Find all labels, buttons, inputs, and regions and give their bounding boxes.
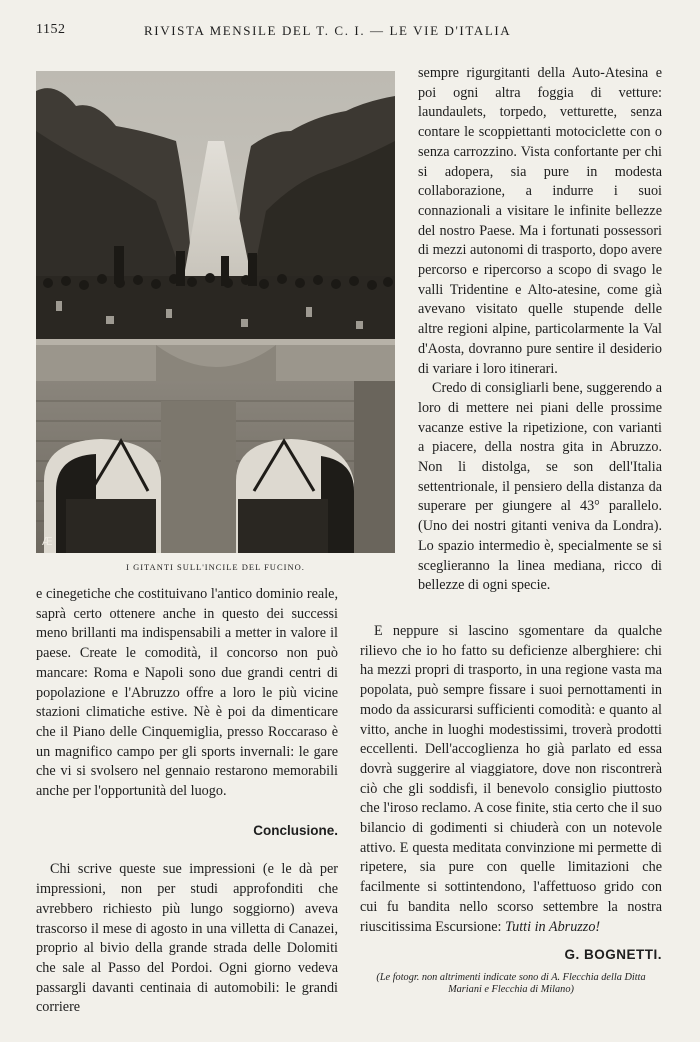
right-column-top	[418, 64, 662, 596]
paragraph: Credo di consigliarli bene, suggerendo a loro di mettere nei piani delle prossime vacanze estive la ripetizione, con varianti a piacere, della nostra gita in Abruzzo. Non li distolga, se son dell'Italia settentrionale, il pensiero della distanza da superare per giungere al 43° parallelo. (Uno dei nostri gitanti veniva da Londra). Lo spazio intermedio è, specialmente se si sceglieranno la linea mediana, ricco di bellezze di ogni specie.	[418, 380, 662, 594]
author-signature: G. BOGNETTI.	[564, 947, 662, 963]
left-column-bottom	[36, 585, 338, 1018]
closing-exclamation: Tutti in Abruzzo!	[505, 918, 601, 935]
section-heading: Conclusione.	[253, 822, 338, 838]
paragraph: e cinegetiche che costituivano l'antico dominio reale, saprà certo ottenere anche in questo dei successi meno brillanti ma indispensabili a metter in valore il paese. Create le comodità, il concorso non può mancare: Roma e Napoli sono due grandi centri di popolazione e l'Abruzzo offre a loro le più vicine stazioni climatiche estive. Nè è poi da dimenticare che il Piano delle Cinquemiglia, presso Roccaraso è un magnifico campo per gli sports invernali: le gare che vi si svolsero nel gennaio restarono memorabili anche per l'opportunità del luogo.	[36, 586, 338, 800]
page-number: 1152	[36, 22, 66, 37]
paragraph: sempre rigurgitanti della Auto-Atesina e poi ogni altra foggia di vetture: laundaulets, torpedo, vetturette, senza contare le scoppiettanti motociclette con o senza carrozzino. Vista confortante per chi si adopera, sia pure in modesta collaborazione, a indurre i suoi connazionali a visitare le infinite bellezze del nostro Paese. Ma i fortunati possessori di mezzi autonomi di trasporto, dopo avere percorso e ripercorso a scopo di svago le valli Tridentine e Alto-atesine, come già avevano visitato quelle stupende delle altre regioni alpine, particolarmente la Val d'Aosta, dovranno pure sentire il desiderio di variare i loro itinerari.	[418, 65, 662, 377]
page-header	[36, 22, 666, 42]
paragraph: Chi scrive queste sue impressioni (e le dà per impressioni, non per studi approfonditi che avrebbero richiesto più lungo soggiorno) aveva trascorso il mese di agosto in una villetta di Canazei, proprio al bivio della grande strada delle Dolomiti che sale al Passo del Pordoi. Ogni giorno vedeva passargli davanti centinaia di automobili: le grandi corriere	[36, 861, 338, 1016]
figure-caption: I GITANTI SULL'INCILE DEL FUCINO.	[126, 562, 305, 572]
paragraph-with-closing	[360, 622, 662, 937]
right-column-bottom	[360, 622, 662, 996]
photo-credit-footnote: (Le fotogr. non altrimenti indicate sono di A. Flecchia della Ditta Mariani e Flecchia di Milano)	[376, 971, 646, 995]
paragraph-text: E neppure si lascino sgomentare da qualche rilievo che io ho fatto su deficienze alberghiere: chi ha mezzi propri di trasporto, in una regione vasta ma popolata, può sempre fissare i suoi pernottamenti in modo da assicurarsi sufficienti comodità: e quanto al vitto, anche in luoghi modestissimi, troverà prodotti eccellenti. Dell'accoglienza ho già parlato ed essa dovrà suggerire al viaggiatore, dove non riscontrerà ciò che gli soddisfi, il benevolo consiglio piuttosto che l'iroso reclamo. A cose finite, stia certo che il suo bilancio di godimenti si chiuderà con un notevole attivo. E questa meditata convinzione mi permette di ripetere, sia pure con quelle limitazioni che facilmente si sottintendono, l'affettuoso grido con cui fu bandita nello scorso settembre la nostra riuscitissima Escursione:	[360, 623, 662, 935]
photo-monogram: Æ	[42, 535, 53, 548]
running-head: RIVISTA MENSILE DEL T. C. I. — LE VIE D'ITALIA	[144, 23, 512, 38]
photo-illustration	[36, 71, 395, 553]
photograph-incile-del-fucino	[36, 71, 395, 553]
